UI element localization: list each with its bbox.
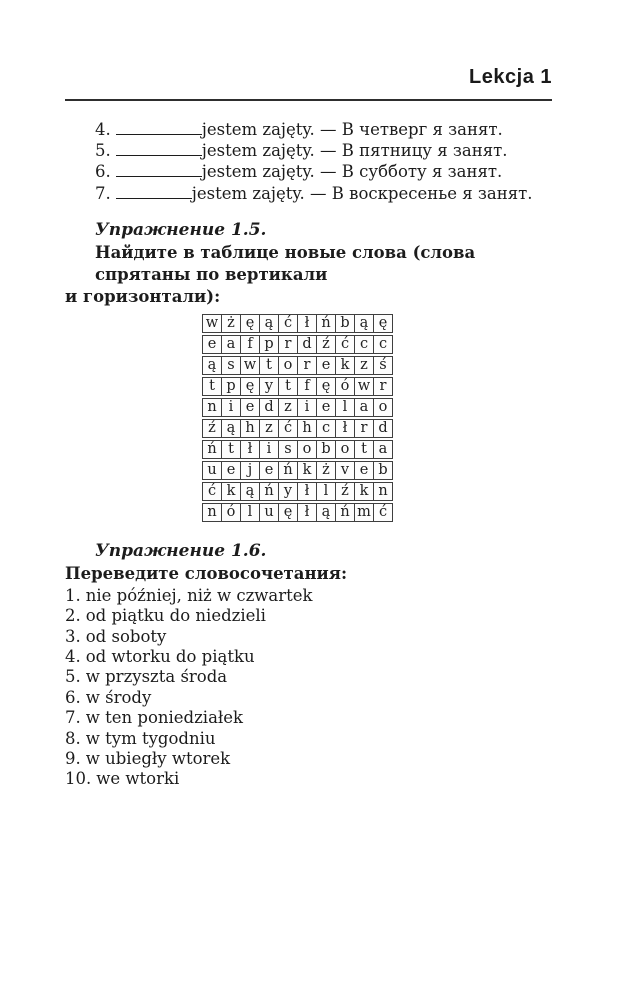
phrase-item xyxy=(65,708,552,728)
grid-letter-cell: r xyxy=(278,335,298,354)
grid-letter-cell: ł xyxy=(335,419,355,438)
grid-letter-cell: d xyxy=(297,335,317,354)
grid-letter-cell: p xyxy=(259,335,279,354)
grid-letter-cell: e xyxy=(354,461,374,480)
item-number: 5. xyxy=(95,141,111,161)
grid-letter-cell: ą xyxy=(354,314,374,333)
grid-letter-cell: t xyxy=(202,377,222,396)
item-number: 10. xyxy=(65,769,92,789)
grid-letter-cell: t xyxy=(221,440,241,459)
grid-letter-cell: z xyxy=(278,398,298,417)
grid-letter-cell: a xyxy=(373,440,393,459)
grid-letter-cell: b xyxy=(373,461,393,480)
page-header-lesson-title: Lekcja 1 xyxy=(469,66,552,88)
grid-letter-cell: e xyxy=(202,335,222,354)
grid-letter-cell: k xyxy=(221,482,241,501)
phrase-item xyxy=(65,688,552,708)
phrase-item xyxy=(65,627,552,647)
item-text: od wtorku do piątku xyxy=(85,647,255,667)
grid-letter-cell: w xyxy=(240,356,260,375)
fill-in-items xyxy=(65,119,552,204)
item-number: 8. xyxy=(65,728,81,748)
exercise-1-5-instruction-line2: и горизонтали): xyxy=(65,286,221,306)
grid-letter-cell: t xyxy=(278,377,298,396)
grid-letter-cell: ę xyxy=(278,503,298,522)
answer-blank[interactable] xyxy=(116,142,202,156)
phrase-item xyxy=(65,667,552,687)
grid-letter-cell: h xyxy=(297,419,317,438)
item-text: we wtorki xyxy=(96,769,180,789)
grid-letter-cell: ł xyxy=(297,482,317,501)
grid-letter-cell: ó xyxy=(335,377,355,396)
grid-letter-cell: e xyxy=(240,398,260,417)
fill-in-item xyxy=(95,119,552,140)
grid-letter-cell: e xyxy=(259,461,279,480)
grid-letter-cell: ń xyxy=(316,314,336,333)
grid-letter-cell: z xyxy=(259,419,279,438)
grid-row xyxy=(202,335,393,354)
grid-letter-cell: e xyxy=(316,356,336,375)
phrase-list xyxy=(65,586,552,790)
grid-letter-cell: ń xyxy=(259,482,279,501)
grid-letter-cell: ą xyxy=(240,482,260,501)
grid-letter-cell: k xyxy=(335,356,355,375)
item-number: 7. xyxy=(95,183,111,203)
item-number: 6. xyxy=(95,162,111,182)
item-number: 5. xyxy=(65,667,81,687)
answer-blank[interactable] xyxy=(116,121,202,135)
grid-row xyxy=(202,377,393,396)
exercise-1-6-title: Упражнение 1.6. xyxy=(95,540,267,561)
item-number: 3. xyxy=(65,626,81,646)
grid-letter-cell: ł xyxy=(240,440,260,459)
item-text: od piątku do niedzieli xyxy=(85,606,266,626)
grid-letter-cell: ć xyxy=(335,335,355,354)
exercise-1-5-instruction-line1: Найдите в таблице новые слова (слова спрятаны по вертикали xyxy=(95,242,476,284)
grid-letter-cell: ó xyxy=(221,503,241,522)
grid-letter-cell: n xyxy=(202,398,222,417)
item-text: od soboty xyxy=(85,626,167,646)
grid-letter-cell: h xyxy=(240,419,260,438)
grid-letter-cell: d xyxy=(373,419,393,438)
grid-letter-cell: o xyxy=(373,398,393,417)
item-number: 9. xyxy=(65,749,81,769)
grid-letter-cell: l xyxy=(240,503,260,522)
grid-row xyxy=(202,398,393,417)
grid-letter-cell: o xyxy=(278,356,298,375)
grid-row xyxy=(202,314,393,333)
item-number: 6. xyxy=(65,687,81,707)
grid-letter-cell: i xyxy=(297,398,317,417)
grid-letter-cell: s xyxy=(221,356,241,375)
grid-letter-cell: ę xyxy=(240,314,260,333)
grid-letter-cell: z xyxy=(354,356,374,375)
grid-letter-cell: ś xyxy=(373,356,393,375)
item-number: 2. xyxy=(65,606,81,626)
grid-letter-cell: w xyxy=(354,377,374,396)
grid-letter-cell: k xyxy=(297,461,317,480)
exercise-1-6-subtitle: Переведите словосочетания: xyxy=(65,563,348,583)
grid-letter-cell: m xyxy=(354,503,374,522)
grid-letter-cell: o xyxy=(335,440,355,459)
grid-letter-cell: b xyxy=(316,440,336,459)
grid-letter-cell: d xyxy=(259,398,279,417)
grid-letter-cell: i xyxy=(221,398,241,417)
header-rule xyxy=(65,99,552,101)
phrase-item xyxy=(65,769,552,789)
grid-letter-cell: ł xyxy=(297,503,317,522)
grid-letter-cell: o xyxy=(297,440,317,459)
grid-row xyxy=(202,419,393,438)
phrase-item xyxy=(65,749,552,769)
answer-blank[interactable] xyxy=(116,185,192,199)
item-text: nie później, niż w czwartek xyxy=(85,585,313,605)
grid-letter-cell: l xyxy=(316,482,336,501)
grid-letter-cell: c xyxy=(354,335,374,354)
item-number: 1. xyxy=(65,585,81,605)
grid-letter-cell: ż xyxy=(316,461,336,480)
grid-letter-cell: c xyxy=(373,335,393,354)
phrase-item xyxy=(65,729,552,749)
grid-letter-cell: u xyxy=(259,503,279,522)
item-text: jestem zajęty. — В воскресенье я занят. xyxy=(191,183,533,203)
grid-letter-cell: t xyxy=(354,440,374,459)
grid-row xyxy=(202,356,393,375)
item-text: w środy xyxy=(85,687,152,707)
grid-letter-cell: i xyxy=(259,440,279,459)
grid-letter-cell: ź xyxy=(202,419,222,438)
word-search-grid xyxy=(202,314,393,522)
item-text: w przyszta środa xyxy=(85,667,228,687)
phrase-item xyxy=(65,586,552,606)
item-number: 4. xyxy=(65,647,81,667)
grid-letter-cell: ć xyxy=(278,419,298,438)
fill-in-item xyxy=(95,140,552,161)
item-text: jestem zajęty. — В пятницу я занят. xyxy=(201,141,508,161)
grid-letter-cell: y xyxy=(278,482,298,501)
grid-letter-cell: a xyxy=(354,398,374,417)
grid-letter-cell: f xyxy=(297,377,317,396)
grid-letter-cell: e xyxy=(221,461,241,480)
fill-in-item xyxy=(95,161,552,182)
grid-row xyxy=(202,440,393,459)
grid-letter-cell: r xyxy=(297,356,317,375)
grid-letter-cell: a xyxy=(221,335,241,354)
page-content xyxy=(65,119,552,790)
grid-row xyxy=(202,482,393,501)
grid-letter-cell: y xyxy=(259,377,279,396)
grid-letter-cell: ę xyxy=(373,314,393,333)
grid-letter-cell: p xyxy=(221,377,241,396)
grid-row xyxy=(202,461,393,480)
answer-blank[interactable] xyxy=(116,163,202,177)
grid-letter-cell: s xyxy=(278,440,298,459)
grid-letter-cell: f xyxy=(240,335,260,354)
grid-letter-cell: ź xyxy=(316,335,336,354)
grid-letter-cell: w xyxy=(202,314,222,333)
grid-letter-cell: t xyxy=(259,356,279,375)
grid-letter-cell: r xyxy=(373,377,393,396)
item-text: w ubiegły wtorek xyxy=(85,749,231,769)
grid-letter-cell: ą xyxy=(221,419,241,438)
item-number: 4. xyxy=(95,120,111,139)
grid-letter-cell: ć xyxy=(278,314,298,333)
item-text: w tym tygodniu xyxy=(85,728,216,748)
item-text: jestem zajęty. — В четверг я занят. xyxy=(201,120,503,139)
fill-in-item xyxy=(95,183,552,204)
grid-letter-cell: e xyxy=(316,398,336,417)
grid-letter-cell: ń xyxy=(335,503,355,522)
grid-letter-cell: v xyxy=(335,461,355,480)
grid-letter-cell: ń xyxy=(278,461,298,480)
grid-letter-cell: ą xyxy=(316,503,336,522)
item-text: w ten poniedziałek xyxy=(85,708,244,728)
grid-letter-cell: j xyxy=(240,461,260,480)
grid-letter-cell: ź xyxy=(335,482,355,501)
grid-letter-cell: c xyxy=(316,419,336,438)
grid-letter-cell: ń xyxy=(202,440,222,459)
grid-letter-cell: ż xyxy=(221,314,241,333)
item-number: 7. xyxy=(65,708,81,728)
grid-letter-cell: n xyxy=(373,482,393,501)
item-text: jestem zajęty. — В субботу я занят. xyxy=(201,162,503,182)
grid-letter-cell: ć xyxy=(202,482,222,501)
grid-letter-cell: ą xyxy=(202,356,222,375)
exercise-1-5-title: Упражнение 1.5. xyxy=(95,219,267,240)
grid-letter-cell: r xyxy=(354,419,374,438)
grid-row xyxy=(202,503,393,522)
grid-letter-cell: ć xyxy=(373,503,393,522)
phrase-item xyxy=(65,647,552,667)
phrase-item xyxy=(65,606,552,626)
grid-letter-cell: ę xyxy=(316,377,336,396)
grid-letter-cell: ę xyxy=(240,377,260,396)
grid-letter-cell: n xyxy=(202,503,222,522)
grid-letter-cell: ł xyxy=(297,314,317,333)
grid-letter-cell: b xyxy=(335,314,355,333)
grid-letter-cell: l xyxy=(335,398,355,417)
grid-letter-cell: ą xyxy=(259,314,279,333)
grid-letter-cell: k xyxy=(354,482,374,501)
grid-letter-cell: u xyxy=(202,461,222,480)
